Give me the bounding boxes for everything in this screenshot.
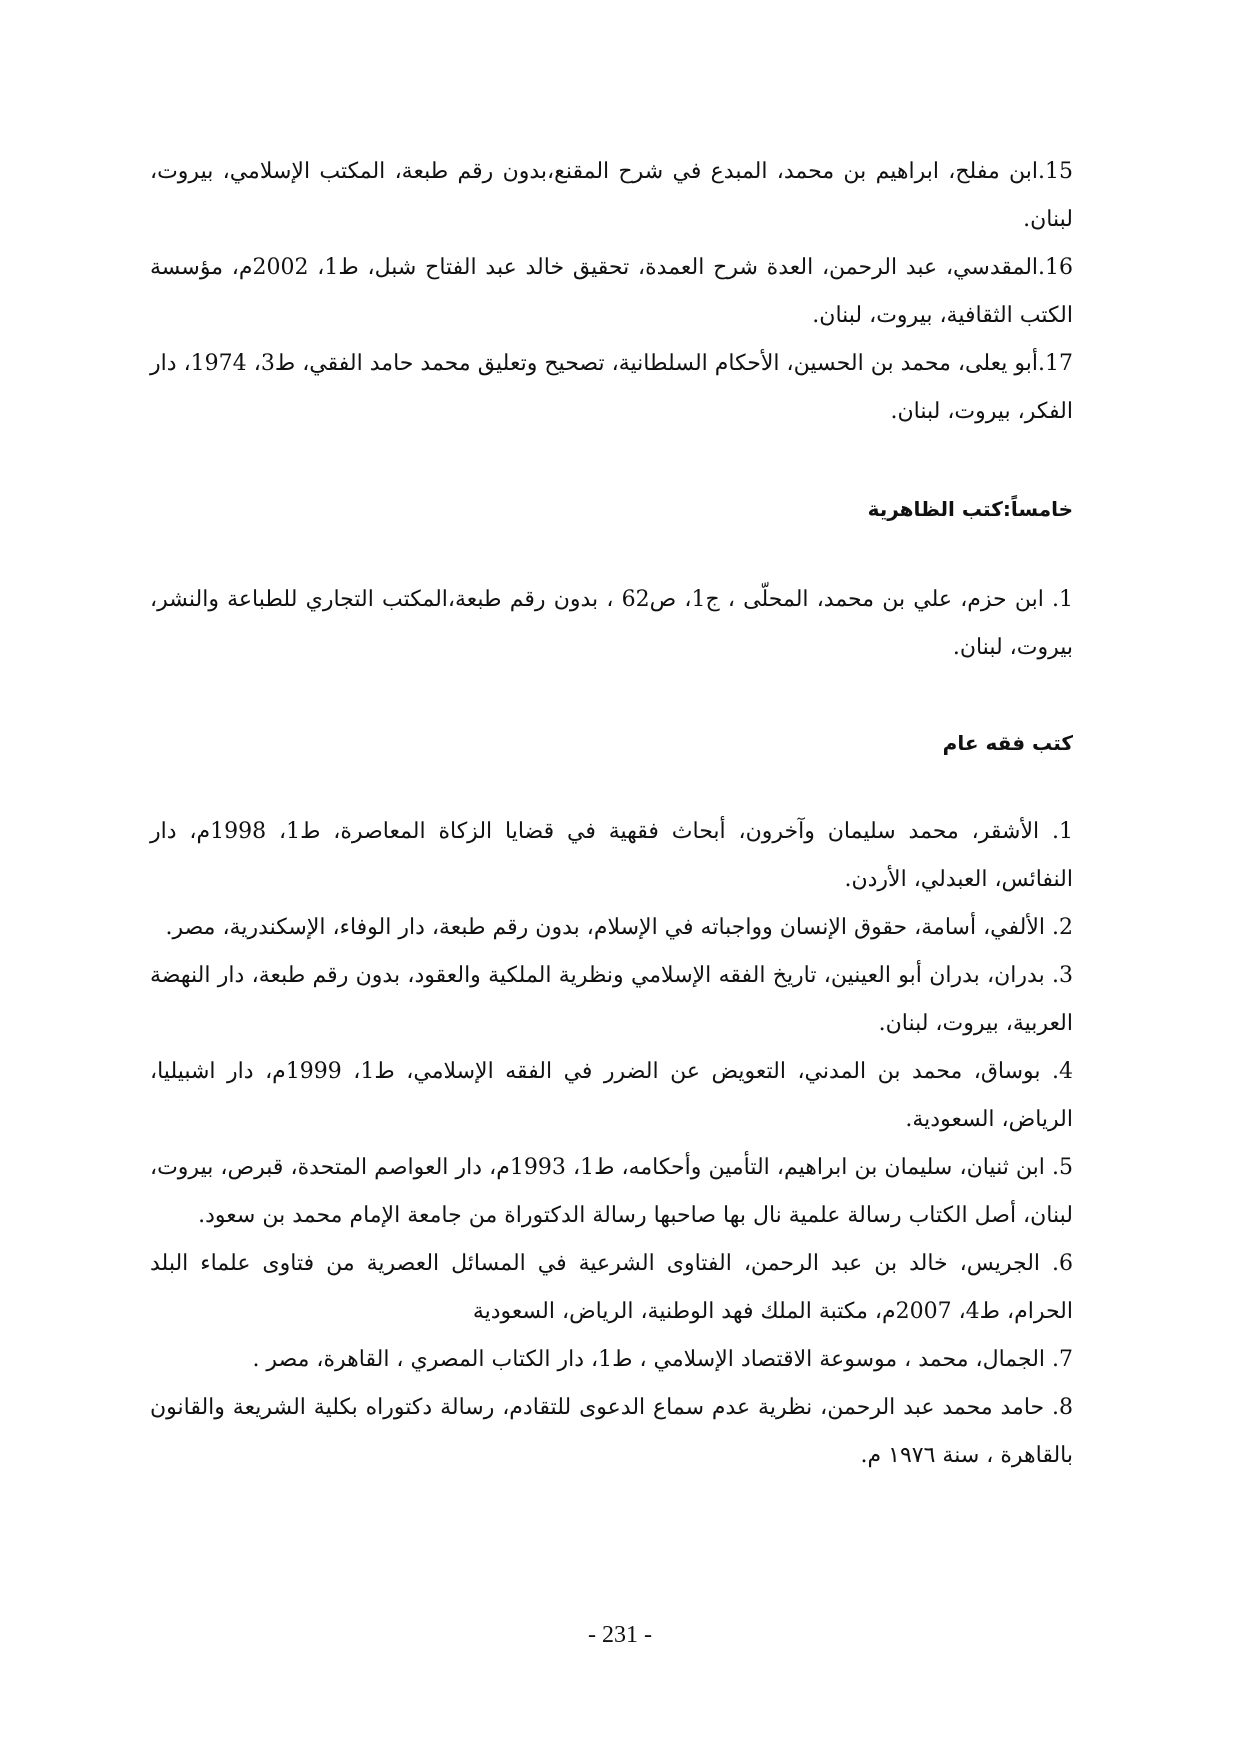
reference-entry-16: 16.المقدسي، عبد الرحمن، العدة شرح العمدة، تحقيق خالد عبد الفتاح شبل، ط1، 2002م، مؤسسة الكتب الثقافية، بيروت، لبنان. [150, 255, 1074, 328]
reference-entry: 8. حامد محمد عبد الرحمن، نظرية عدم سماع الدعوى للتقادم، رسالة دكتوراه بكلية الشريعة والقانون بالقاهرة ، سنة ١٩٧٦ م. [150, 1395, 1073, 1468]
section-heading-general-fiqh: كتب فقه عام [942, 731, 1073, 755]
continued-references-list [150, 148, 1073, 436]
reference-entry: 6. الجريس، خالد بن عبد الرحمن، الفتاوى الشرعية في المسائل العصرية من فتاوى علماء البلد الحرام، ط4، 2007م، مكتبة الملك فهد الوطنية، الرياض، السعودية [150, 1251, 1073, 1324]
document-page [150, 148, 1073, 1480]
general-fiqh-references-list [150, 808, 1073, 1480]
reference-entry-17: 17.أبو يعلى، محمد بن الحسين، الأحكام السلطانية، تصحيح وتعليق محمد حامد الفقي، ط3، 1974، دار الفكر، بيروت، لبنان. [150, 351, 1073, 424]
reference-entry: 7. الجمال، محمد ، موسوعة الاقتصاد الإسلامي ، ط1، دار الكتاب المصري ، القاهرة، مصر . [252, 1347, 1073, 1372]
zahiri-references-list [150, 576, 1073, 672]
reference-entry: 3. بدران، بدران أبو العينين، تاريخ الفقه الإسلامي ونظرية الملكية والعقود، بدون رقم طبعة، دار النهضة العربية، بيروت، لبنان. [150, 963, 1073, 1036]
reference-entry: 2. الألفي، أسامة، حقوق الإنسان وواجباته في الإسلام، بدون رقم طبعة، دار الوفاء، الإسكندرية، مصر. [165, 915, 1073, 940]
page-number: - 231 - [588, 1622, 652, 1648]
reference-entry: 1. ابن حزم، علي بن محمد، المحلّى ، ج1، ص62 ، بدون رقم طبعة،المكتب التجاري للطباعة والنشر، بيروت، لبنان. [150, 587, 1073, 660]
reference-entry: 4. بوساق، محمد بن المدني، التعويض عن الضرر في الفقه الإسلامي، ط1، 1999م، دار اشبيليا، الرياض، السعودية. [150, 1059, 1074, 1132]
section-heading-zahiri: خامساً:كتب الظاهرية [867, 497, 1073, 521]
reference-entry: 1. الأشقر، محمد سليمان وآخرون، أبحاث فقهية في قضايا الزكاة المعاصرة، ط1، 1998م، دار النفائس، العبدلي، الأردن. [150, 819, 1073, 892]
reference-entry: 5. ابن ثنيان، سليمان بن ابراهيم، التأمين وأحكامه، ط1، 1993م، دار العواصم المتحدة، قبرص، بيروت، لبنان، أصل الكتاب رسالة علمية نال بها صاحبها رسالة الدكتوراة من جامعة الإمام محمد بن سعود. [150, 1155, 1073, 1228]
reference-entry-15: 15.ابن مفلح، ابراهيم بن محمد، المبدع في شرح المقنع،بدون رقم طبعة، المكتب الإسلامي، بيروت، لبنان. [150, 159, 1073, 232]
